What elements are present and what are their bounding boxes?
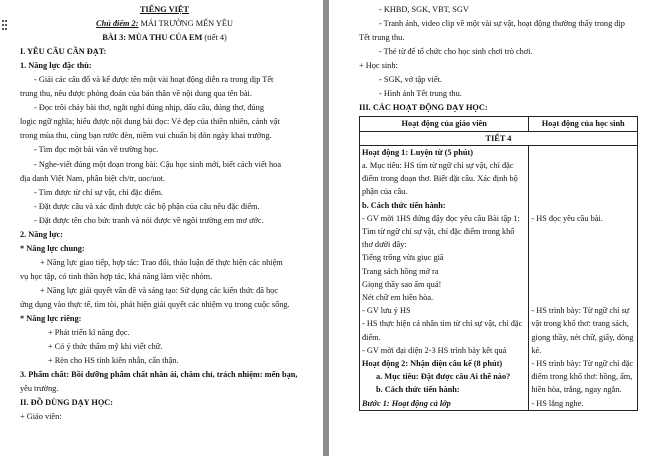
lesson-note: (tiết 4) <box>202 33 227 43</box>
student-activities-cell <box>529 145 638 410</box>
lesson-line <box>20 31 309 45</box>
right-page-body <box>359 3 638 115</box>
teacher-activity-line: Trang sách hồng mở ra <box>362 266 439 276</box>
period-header: TIẾT 4 <box>360 131 638 145</box>
student-activity-line: - HS trình bày: Từ ngữ chỉ sự <box>531 306 630 316</box>
teacher-activity-line: - GV mời 1HS đứng đậy đọc yêu cầu Bài tập 1: <box>362 213 520 223</box>
drag-handle-icon[interactable] <box>2 20 8 32</box>
page2-line: - Hình ảnh Tết trung thu. <box>379 89 462 99</box>
page1-line: * Năng lực chung: <box>20 243 85 253</box>
teacher-activity-line: Bước 1: Hoạt động cả lớp <box>362 398 451 408</box>
page1-line: - Tìm được từ chỉ sự vật, chỉ đặc điểm. <box>34 187 164 197</box>
student-activity-line: hiền hòa, trắng, ngay ngắn. <box>531 385 622 395</box>
teacher-activity-line: Tiếng trống vừa giục giã <box>362 253 444 263</box>
student-activity-line <box>531 225 635 238</box>
page2-line: - KHBD, SGK, VBT, SGV <box>379 5 469 14</box>
page1-line: - Giải các câu đố và kể được tên một vài hoạt động diễn ra trong dịp Tết <box>34 75 274 85</box>
page1-line: - Đọc trôi chảy bài thơ, ngắt nghỉ đúng nhịp, dấu câu, đúng thơ, đúng <box>34 103 264 113</box>
teacher-activity-line: Tìm từ ngữ chỉ sự vật, chỉ đặc điểm trong khổ <box>362 227 515 236</box>
theme-value: MÁI TRƯỜNG MẾN YÊU <box>138 19 233 29</box>
student-activity-line <box>531 146 635 159</box>
teacher-activity-line: phận của câu. <box>362 187 408 197</box>
page1-line: I. YÊU CẦU CẦN ĐẠT: <box>20 47 107 57</box>
student-activity-line: - HS trình bày: Từ ngữ chỉ đặc <box>531 359 634 369</box>
teacher-activity-line: Giọng thầy sao ấm quá! <box>362 279 442 289</box>
teacher-activity-line: - GV mời đại diện 2-3 HS trình bày kết quả <box>362 345 507 355</box>
student-activity-line: vật trong khổ thơ: trang sách, <box>531 319 629 329</box>
page2-line: Tết trung thu. <box>359 33 405 43</box>
document-page-right <box>329 0 650 456</box>
student-activity-line: kẻ. <box>531 345 542 355</box>
page1-line: yêu trường. <box>20 384 59 394</box>
student-activity-line <box>531 172 635 185</box>
page1-line: + Giáo viên: <box>20 412 62 422</box>
teacher-activities-cell <box>360 145 529 410</box>
page1-line: * Năng lực riêng: <box>20 314 82 324</box>
student-activity-line <box>531 251 635 264</box>
page1-line: vụ học tập, có tinh thần hợp tác, khả năng làm việc nhóm. <box>20 271 213 281</box>
page1-line: - Đặt được câu và xác định được các bộ phận của câu nêu đặc điểm. <box>34 201 260 211</box>
document-page-left <box>0 0 323 456</box>
student-activity-line <box>531 159 635 172</box>
page2-line: III. CÁC HOẠT ĐỘNG DẠY HỌC: <box>359 103 488 113</box>
student-column-header: Hoạt động của học sinh <box>529 117 638 131</box>
page1-line: 3. Phẩm chất: Bồi dưỡng phẩm chất nhân ái, chăm chỉ, trách nhiệm: mến bạn, <box>20 370 298 380</box>
teacher-activity-line: Hoạt động 1: Luyện từ (5 phút) <box>362 147 474 157</box>
activities-table <box>359 116 638 410</box>
page1-line: + Rèn cho HS tính kiên nhẫn, cẩn thận. <box>48 356 179 366</box>
lesson-title: BÀI 3: MÙA THU CỦA EM <box>102 33 203 43</box>
page1-line: trong mùa thu, cùng bạn rước đèn, niềm vui chuẩn bị đón ngày khai trường. <box>20 131 272 141</box>
teacher-column-header: Hoạt động của giáo viên <box>360 117 529 131</box>
teacher-activity-line: a. Mục tiêu: HS tìm từ ngữ chỉ sự vật, chỉ đặc <box>362 160 514 170</box>
student-activity-line <box>531 278 635 291</box>
page1-line: 2. Năng lực: <box>20 229 64 239</box>
page1-line: + Có ý thức thẩm mỹ khi viết chữ. <box>48 342 163 352</box>
teacher-activity-line: b. Cách thức tiến hành: <box>376 385 460 395</box>
student-activity-line: giọng thầy, nét chữ, giấy, dòng <box>531 332 634 342</box>
left-page-body <box>20 45 309 424</box>
page1-line: + Phát triển kĩ năng đọc. <box>48 328 130 338</box>
page1-line: - Tìm đọc một bài văn về trường học. <box>34 145 159 155</box>
student-activity-line: điểm trong khổ thơ: hồng, ấm, <box>531 372 633 382</box>
student-activity-line: - HS đọc yêu cầu bài. <box>531 213 603 223</box>
teacher-activity-line: Nét chữ em hiền hòa. <box>362 293 434 303</box>
page1-line: trung thu, nêu được phỏng đoán của bản thân về nội dung qua tên bài. <box>20 89 252 99</box>
page1-line: + Năng lực giải quyết vấn đề và sáng tạo: Sử dụng các kiến thức đã học <box>40 285 278 295</box>
teacher-activity-line: - HS thực hiện cá nhân tìm từ chỉ sự vật, chỉ đặc <box>362 319 523 329</box>
student-activity-line <box>531 199 635 212</box>
page1-line: 1. Năng lực đặc thù: <box>20 61 92 71</box>
teacher-activity-line: Hoạt động 2: Nhận diện câu kể (8 phút) <box>362 359 503 369</box>
theme-label: Chủ điểm 2: <box>96 19 139 29</box>
page2-line: - Tranh ảnh, video clip về một vài sự vật, hoạt động thường thấy trong dịp <box>379 19 625 29</box>
student-activity-line <box>531 238 635 251</box>
page1-line: địa danh Việt Nam, phân biệt ch/tr, uoc/uot. <box>20 173 166 183</box>
student-activity-line <box>531 265 635 278</box>
page1-line: ứng dụng vào thực tế, tìm tòi, phát hiện giải quyết các nhiệm vụ trong cuộc sống. <box>20 299 290 309</box>
page1-line: II. ĐỒ DÙNG DẠY HỌC: <box>20 398 114 408</box>
student-activity-line: - HS lắng nghe. <box>531 398 584 408</box>
teacher-activity-line: điểm trong đoạn thơ. Biết đặt câu. Xác định bộ <box>362 174 518 184</box>
teacher-activity-line: a. Mục tiêu: Đặt được câu Ai thế nào? <box>376 372 511 382</box>
teacher-activity-line: điểm. <box>362 332 381 342</box>
page1-line: logic ngữ nghĩa; hiểu được nội dung bài đọc: Vẻ đẹp của thiên nhiên, cảnh vật <box>20 117 280 127</box>
page-title: TIẾNG VIỆT <box>140 5 189 14</box>
page2-line: + Học sinh: <box>359 61 398 71</box>
page2-line: - Thẻ từ để tổ chức cho học sinh chơi trò chơi. <box>379 47 533 57</box>
teacher-activity-line: - GV lưu ý HS <box>362 306 411 316</box>
page1-line: + Năng lực giao tiếp, hợp tác: Trao đổi, thảo luận để thực hiện các nhiệm <box>40 257 283 267</box>
page1-line: - Nghe-viết đúng một đoạn trong bài: Cậu học sinh mới, biết cách viết hoa <box>34 159 282 169</box>
page2-line: - SGK, vở tập viết. <box>379 75 442 85</box>
student-activity-line <box>531 291 635 304</box>
student-activity-line <box>531 185 635 198</box>
theme-line <box>20 17 309 31</box>
table-row <box>360 145 638 410</box>
teacher-activity-line: b. Cách thức tiến hành: <box>362 200 446 210</box>
teacher-activity-line: thơ dưới đây: <box>362 240 407 250</box>
page1-line: - Đặt được tên cho bức tranh và nói được về ngôi trường em mơ ước. <box>34 215 264 225</box>
